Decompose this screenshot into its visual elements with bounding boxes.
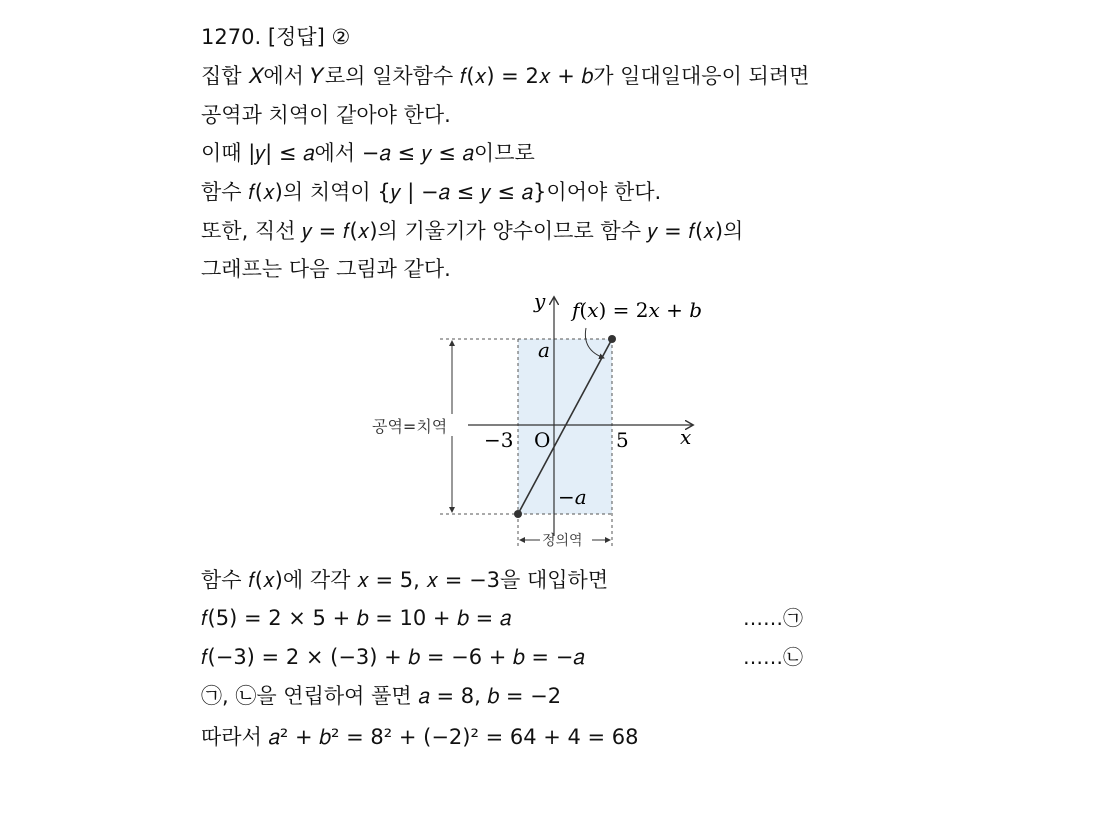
label-a: 𝑎 (538, 338, 550, 362)
codomain-range-label: 공역=치역 (372, 417, 448, 436)
text-line-8: 𝑓(5) = 2 × 5 + 𝑏 = 10 + 𝑏 = 𝑎 (201, 606, 512, 630)
text-line-4: 함수 𝑓(𝑥)의 치역이 {𝑦 | −𝑎 ≤ 𝑦 ≤ 𝑎}이어야 한다. (201, 180, 662, 204)
label-neg3: −3 (484, 428, 514, 452)
domain-label: 정의역 (542, 533, 583, 549)
label-5: 5 (616, 428, 629, 452)
problem-number: 1270. (201, 25, 262, 49)
endpoint-lower (514, 510, 522, 518)
graph-figure (360, 284, 760, 554)
text-line-1: 집합 𝑋에서 𝑌로의 일차함수 𝑓(𝑥) = 2𝑥 + 𝑏가 일대일대응이 되려면 (201, 64, 810, 88)
text-line-10: ㉠, ㉡을 연립하여 풀면 𝑎 = 8, 𝑏 = −2 (201, 684, 562, 708)
text-line-2: 공역과 치역이 같아야 한다. (201, 103, 451, 127)
text-line-11: 따라서 𝑎² + 𝑏² = 8² + (−2)² = 64 + 4 = 68 (201, 725, 639, 749)
problem-header (201, 23, 350, 51)
origin-label: O (534, 428, 551, 452)
marker-2: ……㉡ (743, 645, 803, 669)
endpoint-upper (608, 335, 616, 343)
text-line-5: 또한, 직선 𝑦 = 𝑓(𝑥)의 기울기가 양수이므로 함수 𝑦 = 𝑓(𝑥)의 (201, 219, 744, 243)
text-line-9: 𝑓(−3) = 2 × (−3) + 𝑏 = −6 + 𝑏 = −𝑎 (201, 645, 585, 669)
marker-1: ……㉠ (743, 606, 803, 630)
label-neg-a: −𝑎 (558, 485, 587, 509)
y-axis-label: 𝑦 (534, 289, 546, 313)
text-line-6: 그래프는 다음 그림과 같다. (201, 257, 451, 281)
text-line-7: 함수 𝑓(𝑥)에 각각 𝑥 = 5, 𝑥 = −3을 대입하면 (201, 568, 609, 592)
text-line-3: 이때 |𝑦| ≤ 𝑎에서 −𝑎 ≤ 𝑦 ≤ 𝑎이므로 (201, 141, 535, 165)
function-label: 𝑓(𝑥) = 2𝑥 + 𝑏 (572, 298, 703, 322)
answer-label: [정답] ② (267, 25, 351, 49)
x-axis-label: 𝑥 (680, 425, 692, 449)
